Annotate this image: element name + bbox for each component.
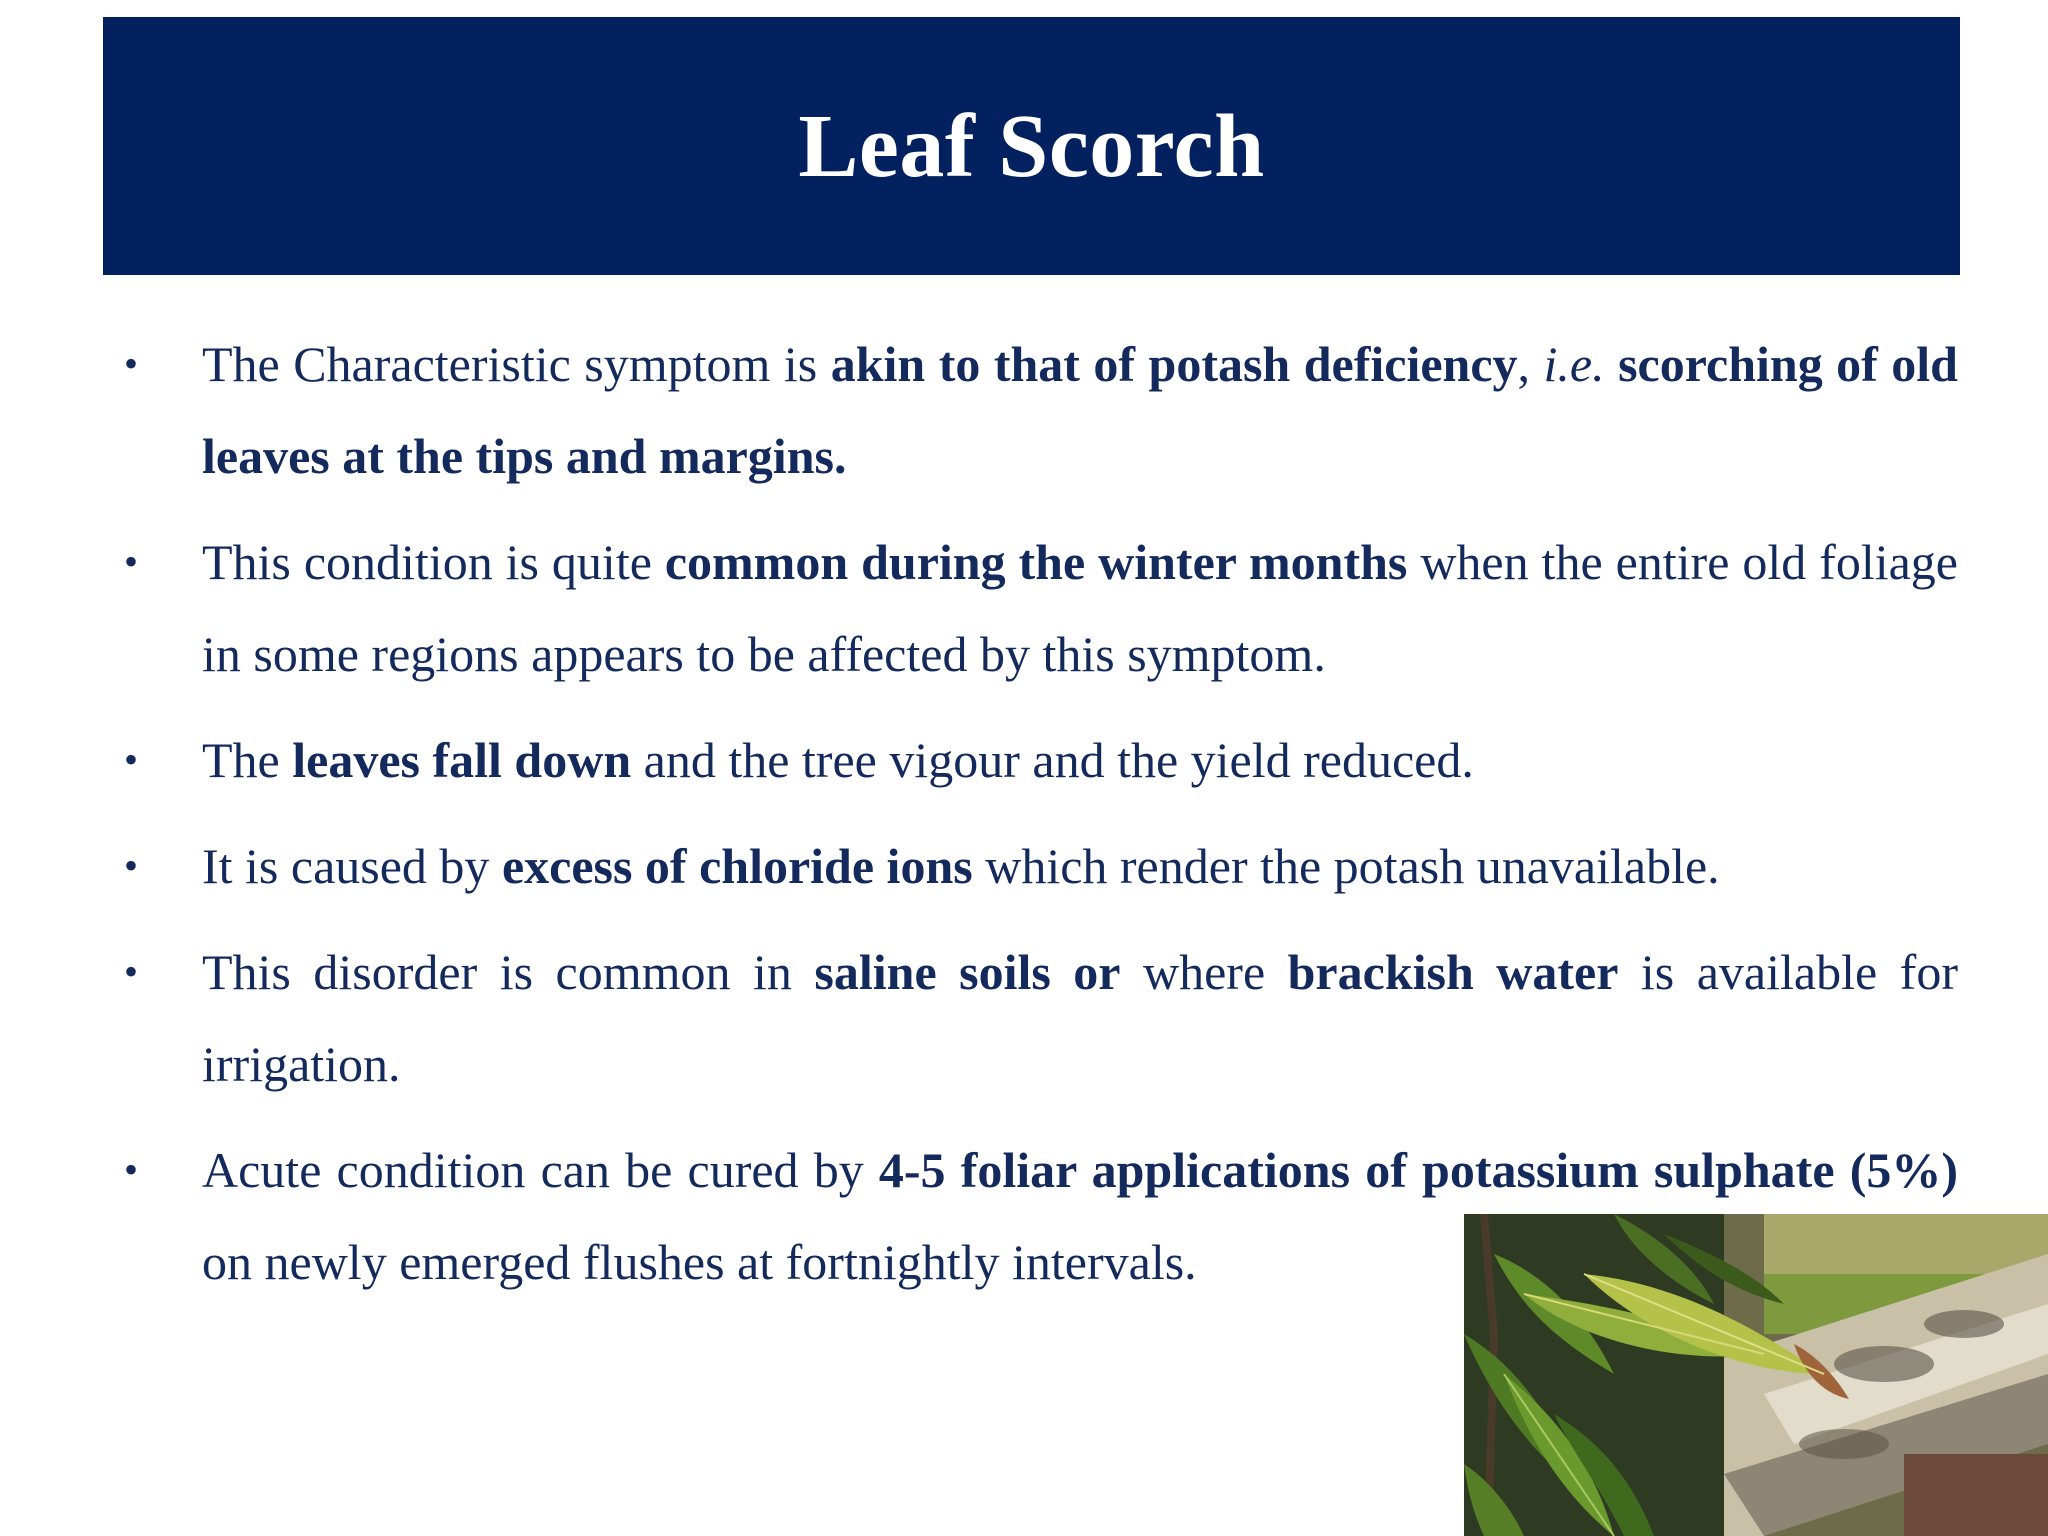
bullet-dot: • [124,341,139,386]
title-bar [103,17,1960,275]
bullet-text-segment: brackish water [1287,944,1619,1000]
bullet-text-segment: This disorder is common in [202,944,815,1000]
bullet-text-segment: excess of chloride ions [501,838,973,894]
bullet-text-segment: This condition is quite [202,534,665,590]
bullet-item [120,318,1958,502]
bullet-text-segment: where [1120,944,1288,1000]
bullet-text-segment: and the tree vigour and the yield reduced. [631,732,1474,788]
bullet-text-segment: The [202,732,293,788]
bullet-text-segment: when the entire old foliage in some regions appears to be affected by this symptom. [202,534,1958,682]
slide-title: Leaf Scorch [798,96,1265,196]
bullet-item [120,516,1958,700]
bullet-list [120,318,1958,1322]
bullet-text-segment: i.e. [1543,336,1605,392]
bullet-item [120,820,1958,912]
bullet-dot: • [124,539,139,584]
bullet-text-segment: common during the winter months [664,534,1408,590]
bullet-item [120,926,1958,1110]
bullet-text-segment: , [1517,336,1544,392]
bullet-text-segment: scorching of old leaves at the tips and margins. [202,336,1958,484]
bullet-text-segment: It is caused by [202,838,502,894]
bullet-text-segment: is available for irrigation. [202,944,1958,1092]
bullet-text-segment: The Characteristic symptom is [202,336,831,392]
bullet-text-segment: 4-5 foliar applications of potassium sulphate (5%) [878,1142,1958,1198]
bullet-text-segment: leaves fall down [292,732,632,788]
leaf-scorch-photo [1464,1214,2048,1536]
bullet-text-segment [1605,336,1618,392]
bullet-dot: • [124,843,139,888]
bullet-text-segment: which render the potash unavailable. [972,838,1720,894]
bullet-text-segment: saline soils or [814,944,1121,1000]
bullet-text-segment: on newly emerged flushes at fortnightly intervals. [202,1234,1197,1290]
bullet-dot: • [124,737,139,782]
bullet-item [120,714,1958,806]
bullet-text-segment: Acute condition can be cured by [202,1142,879,1198]
bullet-dot: • [124,949,139,994]
bullet-dot: • [124,1147,139,1192]
bullet-text-segment: akin to that of potash deficiency [830,336,1518,392]
